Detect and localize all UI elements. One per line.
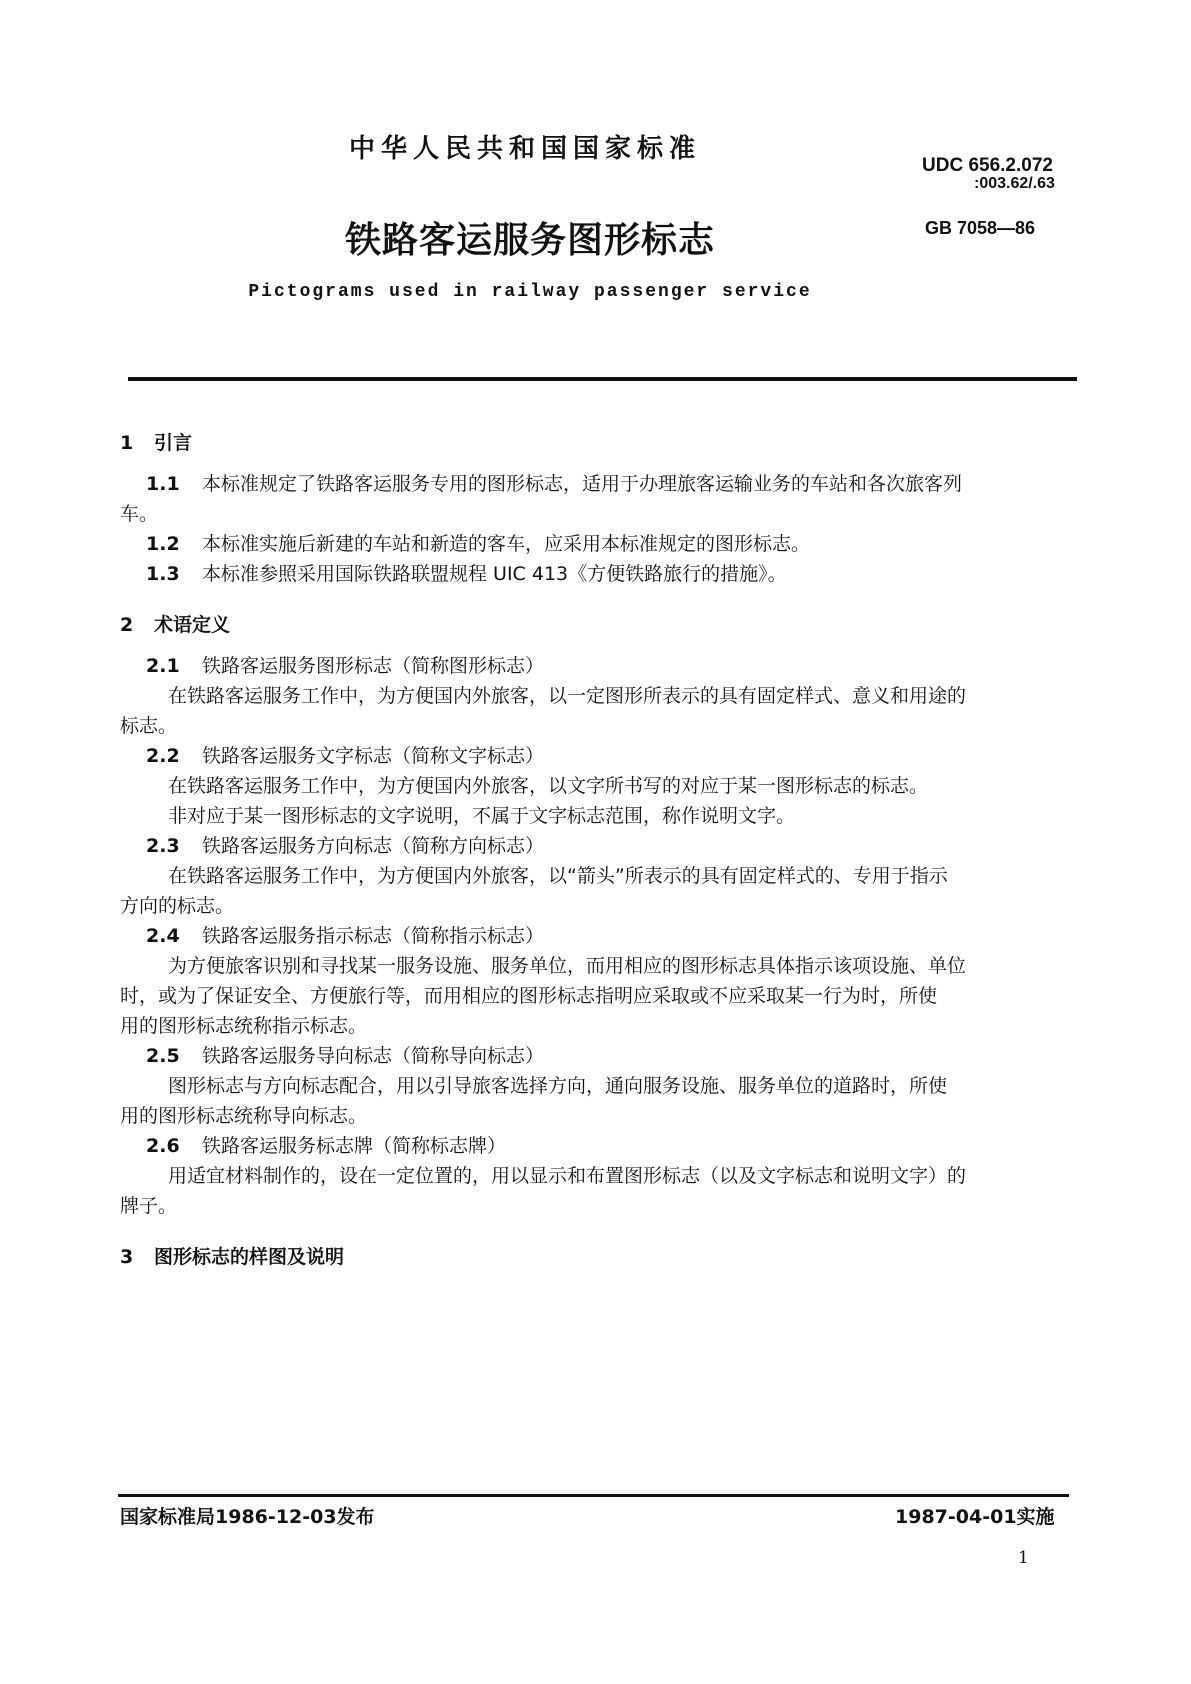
clause-body: 在铁路客运服务工作中，为方便国内外旅客，以“箭头”所表示的具有固定样式的、专用于指示 bbox=[168, 865, 948, 887]
clause bbox=[120, 1131, 1072, 1161]
udc-code bbox=[922, 157, 1055, 193]
clause-number: 1.3 bbox=[146, 563, 180, 585]
clause-number: 2.6 bbox=[146, 1135, 180, 1157]
clause-body-continued: 用的图形标志统称导向标志。 bbox=[120, 1105, 368, 1127]
national-standard-heading: 中华人民共和国国家标准 bbox=[348, 134, 701, 164]
section-number: 3 bbox=[120, 1246, 134, 1268]
document-body bbox=[120, 425, 1072, 1275]
clause-body-continued: 时，或为了保证安全、方便旅行等，而用相应的图形标志指明应采取或不应采取某一行为时，所使 bbox=[120, 985, 938, 1007]
document-title-english: Pictograms used in railway passenger service bbox=[248, 282, 812, 302]
clause-text: 本标准参照采用国际铁路联盟规程 UIC 413《方便铁路旅行的措施》。 bbox=[202, 563, 787, 585]
section-title: 引言 bbox=[154, 432, 193, 454]
clause bbox=[120, 529, 1072, 559]
section-title: 图形标志的样图及说明 bbox=[154, 1246, 345, 1268]
clause-body: 为方便旅客识别和寻找某一服务设施、服务单位，而用相应的图形标志具体指示该项设施、单位 bbox=[168, 955, 967, 977]
clause-text: 本标准实施后新建的车站和新造的客车，应采用本标准规定的图形标志。 bbox=[202, 533, 811, 555]
clause-body: 图形标志与方向标志配合，用以引导旅客选择方向，通向服务设施、服务单位的道路时，所使 bbox=[168, 1075, 948, 1097]
clause bbox=[120, 831, 1072, 861]
clause-title: 铁路客运服务文字标志（简称文字标志） bbox=[202, 745, 545, 767]
clause bbox=[120, 1041, 1072, 1071]
clause-body-continued: 牌子。 bbox=[120, 1195, 178, 1217]
clause bbox=[120, 559, 1072, 589]
section-number: 1 bbox=[120, 432, 134, 454]
clause-title: 铁路客运服务方向标志（简称方向标志） bbox=[202, 835, 545, 857]
clause-title: 铁路客运服务标志牌（简称标志牌） bbox=[202, 1135, 507, 1157]
clause-body: 在铁路客运服务工作中，为方便国内外旅客，以文字所书写的对应于某一图形标志的标志。 bbox=[168, 775, 929, 797]
clause bbox=[120, 921, 1072, 951]
clause-text-continued: 车。 bbox=[120, 503, 159, 525]
effective-date: 1987-04-01实施 bbox=[895, 1506, 1055, 1528]
clause-title: 铁路客运服务导向标志（简称导向标志） bbox=[202, 1045, 545, 1067]
clause-body-continued: 标志。 bbox=[120, 715, 178, 737]
section-heading bbox=[120, 607, 1072, 643]
udc-line-1: UDC 656.2.072 bbox=[922, 155, 1053, 176]
clause-body: 非对应于某一图形标志的文字说明，不属于文字标志范围，称作说明文字。 bbox=[168, 805, 796, 827]
clause-number: 2.5 bbox=[146, 1045, 180, 1067]
section-title: 术语定义 bbox=[154, 614, 231, 636]
clause bbox=[120, 469, 1072, 499]
clause-title: 铁路客运服务指示标志（简称指示标志） bbox=[202, 925, 545, 947]
gb-number: GB 7058—86 bbox=[925, 218, 1036, 238]
clause-body: 在铁路客运服务工作中，为方便国内外旅客，以一定图形所表示的具有固定样式、意义和用途的 bbox=[168, 685, 967, 707]
clause bbox=[120, 741, 1072, 771]
clause-number: 2.4 bbox=[146, 925, 180, 947]
clause-body: 用适宜材料制作的，设在一定位置的，用以显示和布置图形标志（以及文字标志和说明文字）的 bbox=[168, 1165, 967, 1187]
clause-number: 2.2 bbox=[146, 745, 180, 767]
clause-number: 1.1 bbox=[146, 473, 180, 495]
page-number: 1 bbox=[1018, 1548, 1029, 1568]
clause-body-continued: 用的图形标志统称指示标志。 bbox=[120, 1015, 368, 1037]
section-heading bbox=[120, 425, 1072, 461]
clause-number: 2.3 bbox=[146, 835, 180, 857]
clause-body-continued: 方向的标志。 bbox=[120, 895, 235, 917]
footer-divider bbox=[118, 1494, 1069, 1497]
issue-date: 国家标准局1986-12-03发布 bbox=[120, 1506, 375, 1528]
clause bbox=[120, 651, 1072, 681]
document-title: 铁路客运服务图形标志 bbox=[344, 220, 715, 261]
udc-line-2: :003.62/.63 bbox=[974, 175, 1055, 192]
section-heading bbox=[120, 1239, 1072, 1275]
clause-number: 1.2 bbox=[146, 533, 180, 555]
clause-text: 本标准规定了铁路客运服务专用的图形标志，适用于办理旅客运输业务的车站和各次旅客列 bbox=[202, 473, 963, 495]
clause-title: 铁路客运服务图形标志（简称图形标志） bbox=[202, 655, 545, 677]
clause-number: 2.1 bbox=[146, 655, 180, 677]
section-number: 2 bbox=[120, 614, 134, 636]
header-divider bbox=[128, 377, 1077, 381]
